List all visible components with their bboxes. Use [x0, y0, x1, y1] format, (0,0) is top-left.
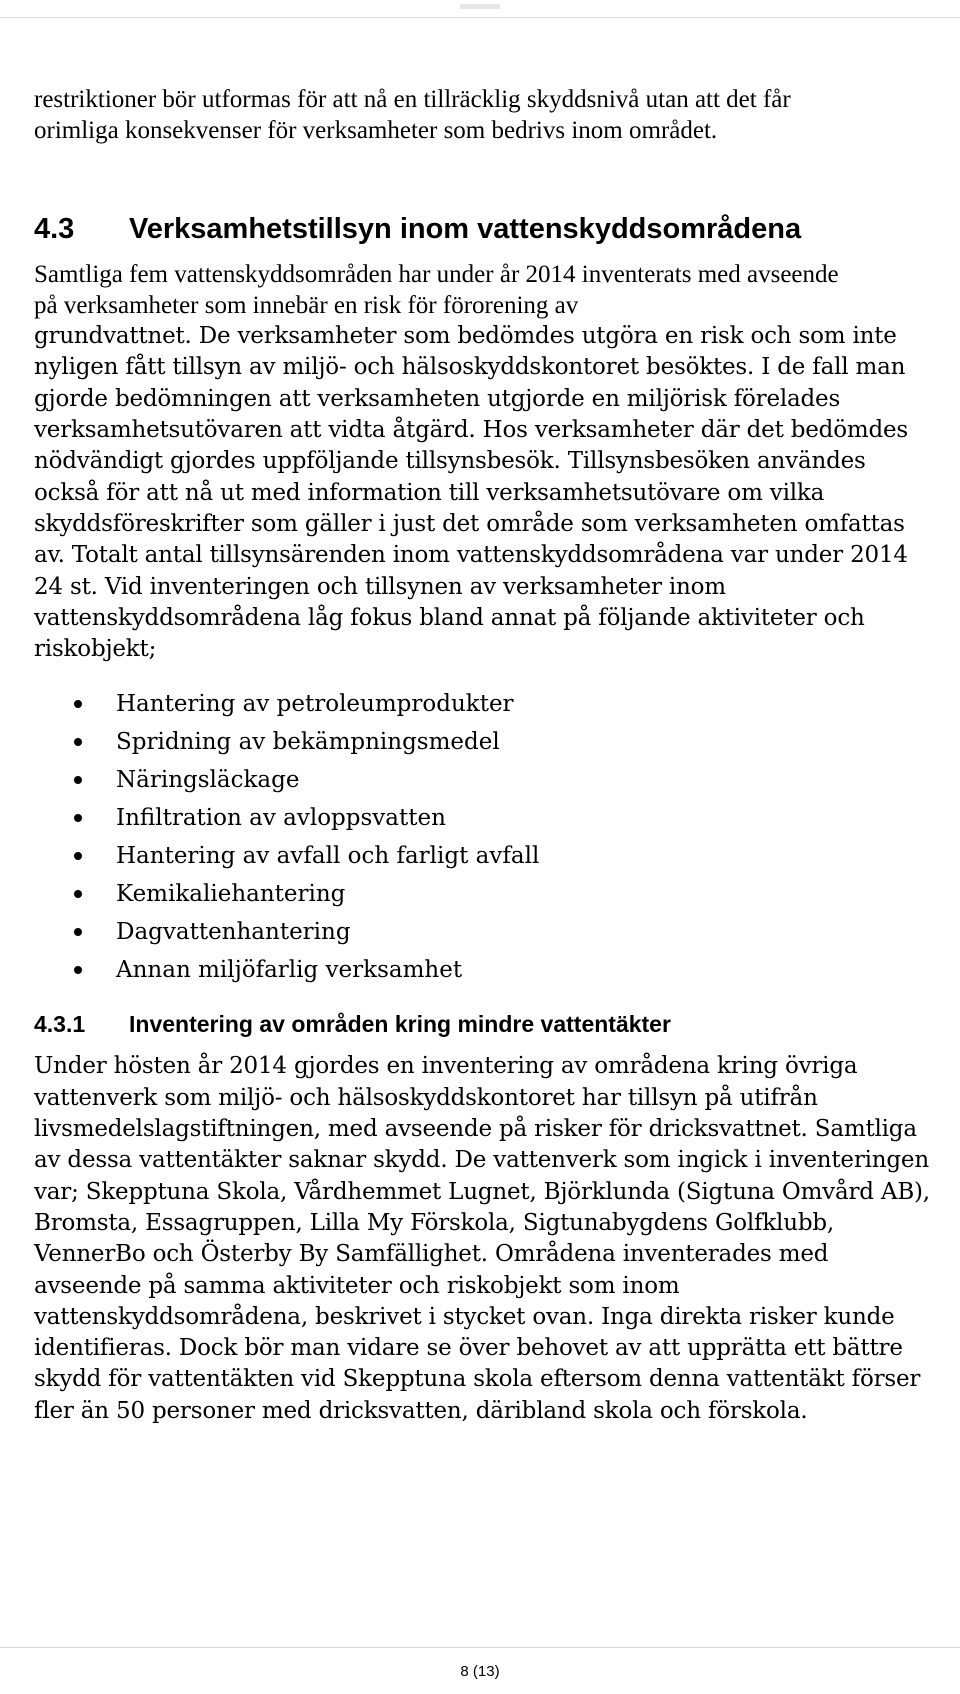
list-item: Dagvattenhantering	[34, 913, 934, 951]
section-number: 4.3	[34, 212, 75, 245]
risk-list	[34, 685, 934, 989]
section-title: Verksamhetstillsyn inom vattenskyddsområdena	[129, 212, 802, 245]
footer-divider	[0, 1647, 960, 1648]
subsection-heading	[34, 1009, 934, 1039]
list-item: Hantering av petroleumprodukter	[34, 685, 934, 723]
bullet-icon	[74, 928, 82, 936]
bullet-icon	[74, 814, 82, 822]
list-item: Annan miljöfarlig verksamhet	[34, 951, 934, 989]
document-body	[34, 84, 934, 1427]
section-lead: Samtliga fem vattenskyddsområden har under år 2014 inventerats med avseende på verksamheter som innebär en risk för förorening av	[34, 260, 839, 319]
list-item: Kemikaliehantering	[34, 875, 934, 913]
bullet-icon	[74, 738, 82, 746]
bullet-icon	[74, 700, 82, 708]
subsection-title: Inventering av områden kring mindre vattentäkter	[129, 1011, 671, 1038]
bullet-icon	[74, 776, 82, 784]
section-heading	[34, 211, 934, 247]
intro-paragraph	[34, 84, 934, 147]
section-body: grundvattnet. De verksamheter som bedömdes utgöra en risk och som inte nyligen fått tillsyn av miljö- och hälsoskyddskontoret besöktes. I de fall man gjorde bedömningen att verksamheten utgjorde en miljörisk förelades verksamhetsutövaren att vidta åtgärd. Hos verksamheter där det bedömdes nödvändigt gjordes uppföljande tillsynsbesök. Tillsynsbesöken användes också för att nå ut med information till verksamhetsutövare om vilka skyddsföreskrifter som gäller i just det område som verksamheten omfattas av. Totalt antal tillsynsärenden inom vattenskyddsområdena var under 2014 24 st. Vid inventeringen och tillsynen av verksamheter inom vattenskyddsområdena låg fokus bland annat på följande aktiviteter och riskobjekt;	[34, 323, 908, 663]
subsection-body: Under hösten år 2014 gjordes en inventering av områdena kring övriga vattenverk som miljö- och hälsoskyddskontoret har tillsyn på utifrån livsmedelslagstiftningen, med avseende på risker för dricksvattnet. Samtliga av dessa vattentäkter saknar skydd. De vattenverk som ingick i inventeringen var; Skepptuna Skola, Vårdhemmet Lugnet, Björklunda (Sigtuna Omvård AB), Bromsta, Essagruppen, Lilla My Förskola, Sigtunabygdens Golfklubb, VennerBo och Österby By Samfällighet. Områdena inventerades med avseende på samma aktiviteter och riskobjekt som inom vattenskyddsområdena, beskrivet i stycket ovan. Inga direkta risker kunde identifieras. Dock bör man vidare se över behovet av att upprätta ett bättre skydd för vattentäkten vid Skepptuna skola eftersom denna vattentäkt förser fler än 50 personer med dricksvatten, däribland skola och förskola.	[34, 1053, 930, 1424]
intro-line-2: orimliga konsekvenser för verksamheter som bedrivs inom området.	[34, 117, 718, 145]
list-item: Näringsläckage	[34, 761, 934, 799]
page-number: 8 (13)	[460, 1663, 500, 1680]
subsection-number: 4.3.1	[34, 1011, 86, 1038]
header-divider	[0, 17, 960, 18]
list-item: Hantering av avfall och farligt avfall	[34, 837, 934, 875]
list-item: Spridning av bekämpningsmedel	[34, 723, 934, 761]
bullet-icon	[74, 966, 82, 974]
intro-line-1: restriktioner bör utformas för att nå en tillräcklig skyddsnivå utan att det får	[34, 86, 791, 113]
list-item: Infiltration av avloppsvatten	[34, 799, 934, 837]
header-mark	[460, 4, 500, 9]
bullet-icon	[74, 890, 82, 898]
bullet-icon	[74, 852, 82, 860]
